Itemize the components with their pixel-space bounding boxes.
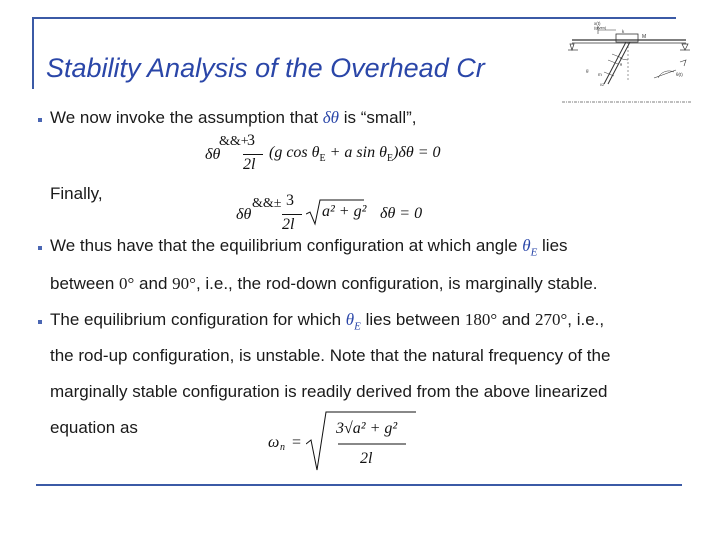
- bullet-3: [38, 320, 42, 324]
- figure-label-given: (given): [594, 25, 607, 30]
- text-lies: lies: [537, 236, 568, 255]
- math-thetaE-1: θ: [522, 236, 531, 255]
- figure-label-thetat: θ(t): [676, 72, 683, 77]
- eq3-lhs-sub: n: [280, 442, 285, 453]
- eq3-lhs: ω: [268, 434, 280, 451]
- text-line-7: equation as: [50, 418, 138, 437]
- eq2-end: δθ = 0: [380, 205, 423, 222]
- text-line-4: [50, 310, 604, 332]
- text-small: is “small”,: [339, 108, 417, 127]
- text-rod-down: , i.e., the rod-down configuration, is marginally stable.: [195, 274, 598, 293]
- eq2-lhs: δθ: [236, 206, 252, 223]
- equation-3: [268, 410, 428, 476]
- deg-90: 90°: [172, 274, 196, 293]
- equation-2: [236, 192, 436, 236]
- eq1-ddot-plus: &&+: [219, 134, 249, 149]
- deg-270: 270°: [534, 310, 568, 329]
- text-between-1: between: [50, 274, 119, 293]
- eq2-frac-num: 3: [286, 192, 294, 209]
- frame-top-line: [32, 17, 676, 19]
- eq3-equals: =: [292, 434, 302, 451]
- figure-caption-scribble: [562, 98, 694, 106]
- deg-0: 0°: [119, 274, 135, 293]
- eq3-den: 2l: [360, 450, 373, 467]
- math-thetaE-1-sub: E: [530, 246, 538, 259]
- figure-label-k: k: [622, 29, 625, 34]
- text-ie: , i.e.,: [567, 310, 605, 329]
- eq2-frac-den: 2l: [282, 216, 295, 233]
- equation-1: [205, 132, 465, 176]
- text-and-1: and: [134, 274, 173, 293]
- figure-label-g: g: [586, 68, 589, 73]
- text-and-2: and: [497, 310, 535, 329]
- eq1-body: (g $\cos \theta_E + a$ $\sin \theta_E)\delta\theta = 0$: [269, 144, 441, 165]
- text-line-1: [50, 108, 417, 128]
- frame-bottom-line: [36, 484, 682, 486]
- eq3-num: 3√a² + g²: [336, 420, 398, 437]
- text-equilibrium-config: The equilibrium configuration for which: [50, 310, 346, 329]
- slide-title: Stability Analysis of the Overhead Cr: [46, 53, 485, 83]
- figure-label-m: m: [598, 72, 602, 77]
- eq1-frac-bar: [243, 154, 263, 155]
- eq2-root: a² + g²: [322, 203, 367, 220]
- deg-180: 180°: [464, 310, 498, 329]
- text-line-3: [50, 274, 598, 294]
- figure-label-M: M: [642, 34, 647, 40]
- math-thetaE-2-sub: E: [354, 320, 361, 333]
- eq1-lhs: δθ: [205, 146, 221, 163]
- bullet-2: [38, 246, 42, 250]
- figure-label-theta: θ: [620, 62, 623, 67]
- math-thetaE-2: θ: [345, 310, 355, 329]
- eq2-frac-bar: [282, 214, 302, 215]
- eq1-frac-den: 2l: [243, 156, 256, 173]
- text-assumption: We now invoke the assumption that: [50, 108, 323, 127]
- bullet-1: [38, 118, 42, 122]
- crane-figure: [558, 20, 714, 112]
- text-line-5: the rod-up configuration, is unstable. Note that the natural frequency of the: [50, 346, 611, 365]
- math-dtheta: δθ: [322, 108, 340, 127]
- text-lies-between: lies between: [360, 310, 465, 329]
- eq2-ddot-plus: &&±: [252, 196, 282, 211]
- figure-label-l2: l/2: [600, 82, 605, 87]
- finally-label: Finally,: [50, 184, 103, 203]
- eq1-frac-num: 3: [247, 132, 255, 149]
- text-line-6: marginally stable configuration is readily derived from the above linearized: [50, 382, 608, 401]
- frame-left-line: [32, 17, 34, 89]
- figure-label-xt: x(t): [594, 21, 601, 26]
- text-line-2: [50, 236, 568, 258]
- text-equilibrium-intro: We thus have that the equilibrium configuration at which angle: [50, 236, 523, 255]
